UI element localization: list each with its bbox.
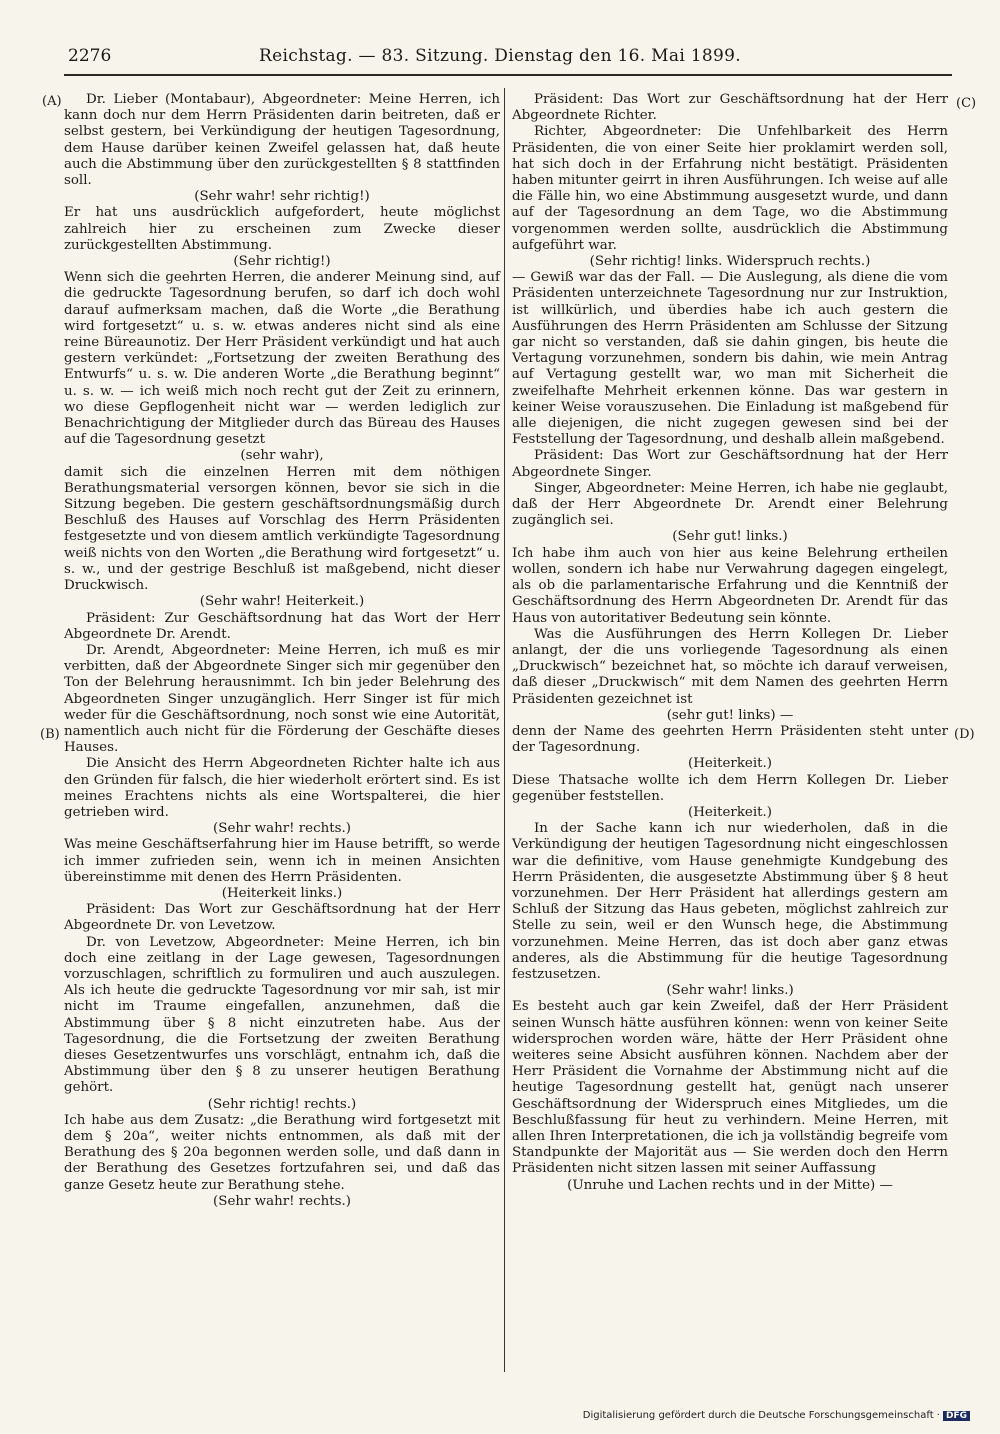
- interjection: (Unruhe und Lachen rechts und in der Mitte) —: [567, 1177, 893, 1193]
- paragraph: Was die Ausführungen des Herrn Kollegen Dr. Lieber anlangt, der die uns vorliegende Tagesordnung als einen „Druckwisch“ bezeichnet hat, so möchte ich darauf verweisen, daß dieser „Druckwisch“ mit dem Namen des geehrten Herrn Präsidenten gezeichnet ist: [512, 626, 948, 707]
- margin-mark-d: (D): [954, 727, 975, 742]
- paragraph: Er hat uns ausdrücklich aufgefordert, heute möglichst zahlreich hier zu erscheinen zum Zwecke dieser zurückgestellten Abstimmung.: [64, 205, 500, 253]
- header-rule: [64, 74, 952, 76]
- paragraph: In der Sache kann ich nur wiederholen, daß in die Verkündigung der heutigen Tagesordnung nicht eingeschlossen war die definitive, vom Hause genehmigte Kundgebung des Herrn Präsidenten, die ausgesetzte Abstimmung über § 8 heut vorzunehmen. Der Herr Präsident hat allerdings gestern am Schluß der Sitzung das Haus gebeten, möglichst zahlreich zur Stelle zu sein, weil er den Wunsch hege, die Abstimmung vorzunehmen. Meine Herren, das ist doch aber ganz etwas anderes, als die Abstimmung für die heutige Tagesordnung festzusetzen.: [512, 821, 948, 982]
- left-column: [64, 92, 500, 1210]
- interjection: (Sehr wahr! links.): [666, 983, 794, 999]
- interjection: (Sehr richtig! rechts.): [207, 1096, 357, 1112]
- paragraph: Es besteht auch gar kein Zweifel, daß der Herr Präsident seinen Wunsch hätte ausführen können: wenn von keiner Seite widersprochen worden wäre, hätte der Herr Präsident ohne weiteres seine Absicht ausführen können. Nachdem aber der Herr Präsident die Vornahme der Abstimmung nicht auf die heutige Tagesordnung gestellt hat, genügt nach unserer Geschäftsordnung der Widerspruch eines Mitgliedes, um die Beschlußfassung für heut zu verhindern. Meine Herren, mit allen Ihren Interpretationen, die ich ja vollständig begreife vom Standpunkte der Majorität aus — Sie werden doch den Herrn Präsidenten nicht sitzen lassen mit seiner Auffassung: [512, 999, 948, 1177]
- interjection: (Sehr wahr! sehr richtig!): [194, 189, 370, 205]
- paragraph: denn der Name des geehrten Herrn Präsidenten steht unter der Tagesordnung.: [512, 723, 948, 756]
- paragraph: — Gewiß war das der Fall. — Die Auslegung, als diene die vom Präsidenten unterzeichnete Tagesordnung nur zur Instruktion, ist willkürlich, und überdies habe ich auch gestern die Ausführungen des Herrn Präsidenten am Schlusse der Sitzung gar nicht so verstanden, daß sie dahin gingen, bis heute die Vertagung vorzunehmen, sondern bis dahin, wie mein Antrag auf Vertagung gestellt war, wo man mit Sicherheit die zweifelhafte Mehrheit erkennen könne. Das war gestern in keiner Weise vorauszusehen. Die Einladung ist maßgebend für alle diejenigen, die nicht zugegen gewesen sind bei der Feststellung der Tagesordnung, und deshalb allein maßgebend.: [512, 270, 948, 448]
- interjection: (Sehr richtig!): [233, 254, 331, 270]
- interjection: (sehr gut! links) —: [666, 707, 794, 723]
- page-number: 2276: [68, 46, 112, 66]
- right-column: [512, 92, 948, 1194]
- interjection: (Heiterkeit links.): [221, 885, 343, 901]
- paragraph: damit sich die einzelnen Herren mit dem nöthigen Berathungsmaterial versorgen können, bevor sie sich in die Sitzung begeben. Die gestern geschäftsordnungsmäßig durch Beschluß des Hauses auf Vorschlag des Herrn Präsidenten festgesetzte und von diesem amtlich verkündigte Tagesordnung weiß nichts von den Worten „die Berathung wird fortgesetzt“ u. s. w., und der gestrige Beschluß ist maßgebend, nicht dieser Druckwisch.: [64, 464, 500, 594]
- interjection: (Sehr wahr! rechts.): [213, 821, 351, 837]
- interjection: (Sehr wahr! rechts.): [213, 1193, 351, 1209]
- interjection: (Heiterkeit.): [688, 804, 772, 820]
- interjection: (sehr wahr),: [240, 448, 324, 464]
- paragraph: Wenn sich die geehrten Herren, die anderer Meinung sind, auf die gedruckte Tagesordnung berufen, so darf ich doch wohl darauf aufmerksam machen, daß die Worte „die Berathung wird fortgesetzt“ u. s. w. etwas anderes nicht sind als eine reine Büreaunotiz. Der Herr Präsident verkündigt und hat auch gestern verkündet: „Fortsetzung der zweiten Berathung des Entwurfs“ u. s. w. Die anderen Worte „die Berathung beginnt“ u. s. w. — ich weiß mich noch recht gut der Zeit zu erinnern, wo diese Gepflogenheit nicht war — werden lediglich zur Benachrichtigung der Mitglieder durch das Büreau des Hauses auf die Tagesordnung gesetzt: [64, 270, 500, 448]
- paragraph: Ich habe ihm auch von hier aus keine Belehrung ertheilen wollen, sondern ich habe nur Verwahrung dagegen eingelegt, als ob die parlamentarische Erfahrung und die Kenntniß der Geschäftsordnung des Herrn Abgeordneten Dr. Arendt für das Haus von autoritativer Bedeutung sein könnte.: [512, 545, 948, 626]
- interjection: (Heiterkeit.): [688, 756, 772, 772]
- footer-text: Digitalisierung gefördert durch die Deutsche Forschungsgemeinschaft ·: [582, 1410, 940, 1421]
- paragraph: Präsident: Das Wort zur Geschäftsordnung hat der Herr Abgeordnete Singer.: [512, 448, 948, 480]
- paragraph: Präsident: Zur Geschäftsordnung hat das Wort der Herr Abgeordnete Dr. Arendt.: [64, 610, 500, 642]
- paragraph: Dr. Lieber (Montabaur), Abgeordneter: Meine Herren, ich kann doch nur dem Herrn Präsidenten darin beitreten, daß er selbst gestern, bei Verkündigung der heutigen Tagesordnung, dem Hause darüber keinen Zweifel gelassen hat, daß heute auch die Abstimmung über den zurückgestellten § 8 stattfinden soll.: [64, 92, 500, 189]
- footer-credit: [583, 1410, 970, 1421]
- interjection: (Sehr gut! links.): [672, 529, 788, 545]
- column-divider: [504, 88, 505, 1372]
- paragraph: Dr. von Levetzow, Abgeordneter: Meine Herren, ich bin doch eine zeitlang in der Lage gewesen, Tagesordnungen vorzuschlagen, schriftlich zu formuliren und auch auszulegen. Als ich heute die gedruckte Tagesordnung vor mir sah, ist mir nicht im Traume eingefallen, anzunehmen, daß die Abstimmung über § 8 nicht einzutreten habe. Aus der Tagesordnung, die die Fortsetzung der zweiten Berathung dieses Gesetzentwurfes uns vorschlägt, entnahm ich, daß die Abstimmung über den § 8 zu unserer heutigen Berathung gehört.: [64, 934, 500, 1096]
- interjection: (Sehr richtig! links. Widerspruch rechts.): [589, 254, 871, 270]
- interjection: (Sehr wahr! Heiterkeit.): [199, 594, 365, 610]
- paragraph: Ich habe aus dem Zusatz: „die Berathung wird fortgesetzt mit dem § 20a“, weiter nichts entnommen, als daß mit der Berathung des § 20a begonnen werden solle, und daß dann in der Berathung des Gesetzes fortzufahren sei, und daß das ganze Gesetz heute zur Berathung stehe.: [64, 1112, 500, 1193]
- paragraph: Präsident: Das Wort zur Geschäftsordnung hat der Herr Abgeordnete Richter.: [512, 92, 948, 124]
- paragraph: Was meine Geschäftserfahrung hier im Hause betrifft, so werde ich immer zufrieden sein, wenn ich in meinen Ansichten übereinstimme mit denen des Herrn Präsidenten.: [64, 837, 500, 885]
- margin-mark-b: (B): [40, 727, 60, 742]
- running-title: Reichstag. — 83. Sitzung. Dienstag den 16. Mai 1899.: [259, 46, 741, 66]
- margin-mark-a: (A): [42, 94, 62, 109]
- paragraph: Präsident: Das Wort zur Geschäftsordnung hat der Herr Abgeordnete Dr. von Levetzow.: [64, 902, 500, 934]
- paragraph: Diese Thatsache wollte ich dem Herrn Kollegen Dr. Lieber gegenüber feststellen.: [512, 772, 948, 804]
- margin-mark-c: (C): [956, 96, 977, 111]
- paragraph: Dr. Arendt, Abgeordneter: Meine Herren, ich muß es mir verbitten, daß der Abgeordnete Singer sich mir gegenüber den Ton der Belehrung herausnimmt. Ich bin jeder Belehrung des Abgeordneten Singer unzugänglich. Herr Singer ist für mich weder für die Geschäftsordnung, noch sonst wie eine Autorität, namentlich auch nicht für die Förderung der Geschäfte dieses Hauses.: [64, 642, 500, 756]
- paragraph: Die Ansicht des Herrn Abgeordneten Richter halte ich aus den Gründen für falsch, die hier wiederholt erörtert sind. Es ist meines Erachtens nichts als eine Wortspalterei, die hier getrieben wird.: [64, 756, 500, 820]
- dfg-logo: DFG: [943, 1411, 970, 1421]
- paragraph: Singer, Abgeordneter: Meine Herren, ich habe nie geglaubt, daß der Herr Abgeordnete Dr. Arendt einer Belehrung zugänglich sei.: [512, 480, 948, 529]
- page-header: [0, 42, 1000, 72]
- paragraph: Richter, Abgeordneter: Die Unfehlbarkeit des Herrn Präsidenten, die von einer Seite hier proklamirt werden soll, hat sich doch in der Erfahrung nicht bestätigt. Präsidenten haben mitunter geirrt in ihren Ausführungen. Ich weise auf alle die Fälle hin, wo eine Abstimmung ausgesetzt wurde, und dann auf der Tagesordnung an dem Tage, wo die Abstimmung vorgenommen werden sollte, ausdrücklich die Abstimmung aufgeführt war.: [512, 124, 948, 253]
